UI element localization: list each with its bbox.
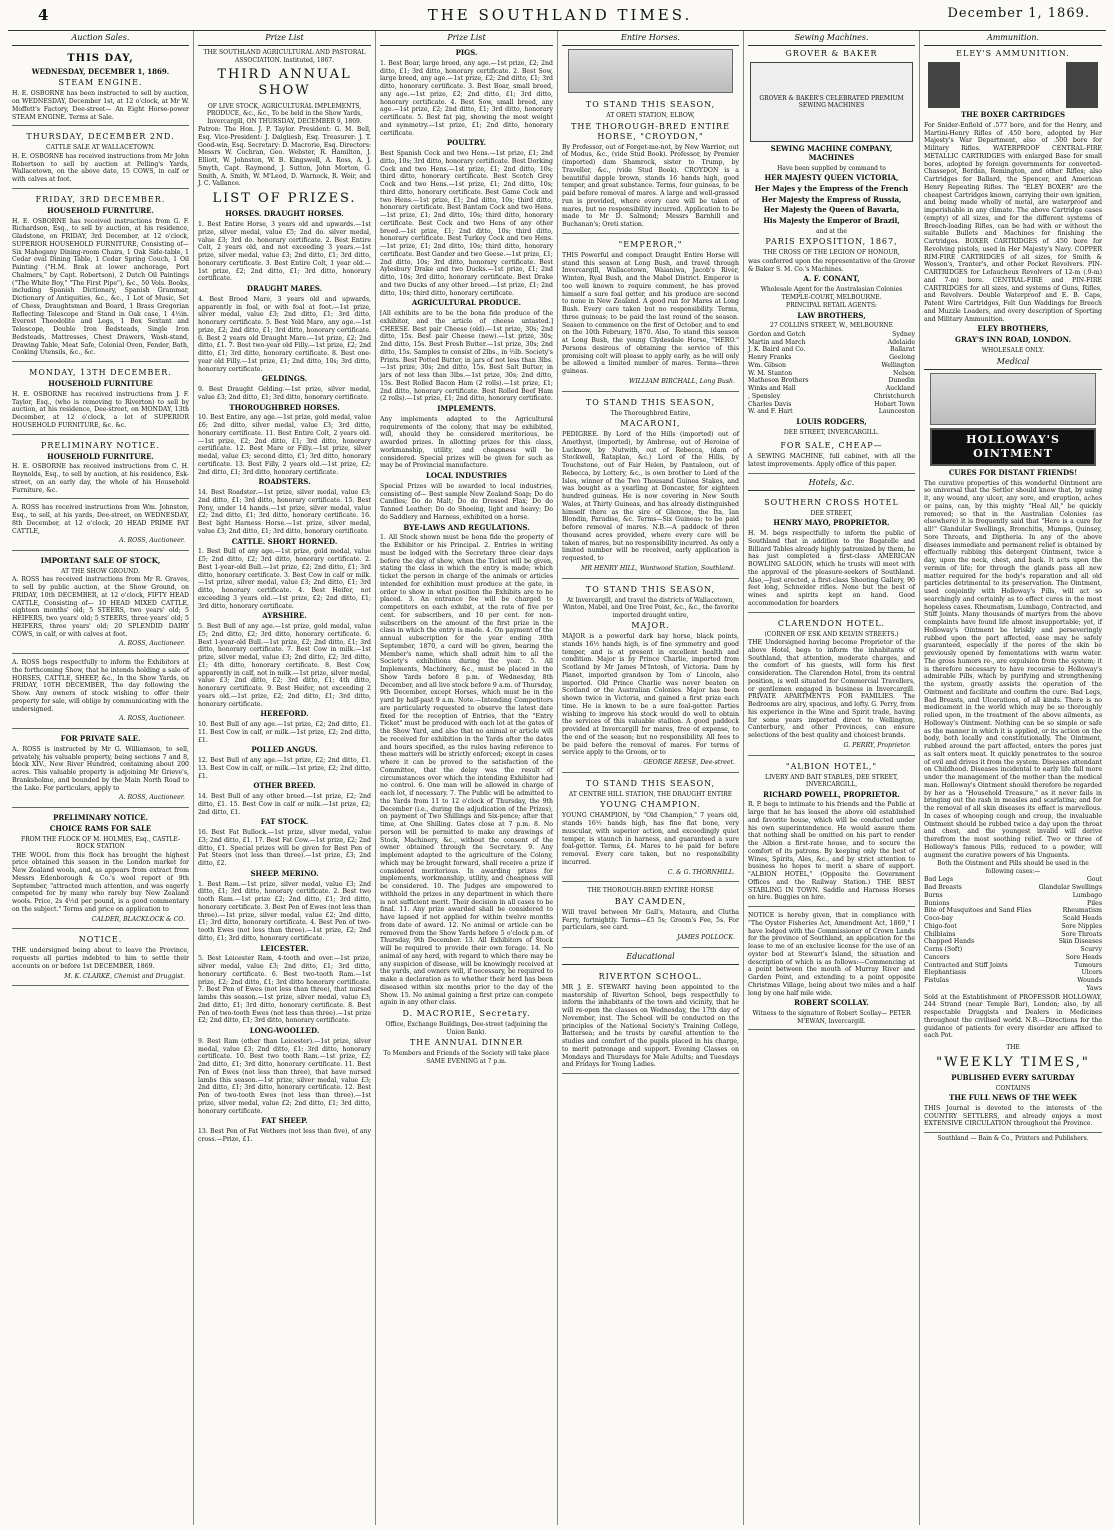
ad-body: THIS Powerful and compact Draught Entire Horse will stand this season at Long Bush, and travel through Invercargill, Wallacetown, Waianiwa, Jacob's River, Winton, Ryal Bush, and the Mabel District. Emperor is too well known to require comment, he has proved himself a sure foal getter, and his produce are second to none in New Zealand. A good run for Mares at Long Bush. Every care taken but no responsibility. Terms, three guineas; to be paid the last round of the season. Season to commence on the first of October, and to end on the 10th February, 1870. Also, To stand this season at Long Bush, the young Clydesdale Horse, "HERO." Persons desirous of obtaining the service of this promising colt will please to apply early, as he will only be allowed a limited number of mares. Terms—three guineas. bbox=[562, 251, 739, 375]
column-prize-list-2 bbox=[376, 31, 558, 1525]
ad-address: GRAY'S INN ROAD, LONDON. bbox=[954, 335, 1072, 344]
ad-subtitle: HOUSEHOLD FURNITURE bbox=[48, 379, 153, 388]
section-body: 10. Best Bull of any age.—1st prize, £2; 2nd ditto, £1. 11. Best Cow in calf, or milk.—1st prize, £2; 2nd ditto, £1. bbox=[198, 721, 371, 744]
column-sewing-machines bbox=[744, 31, 920, 1525]
royal-patron: Her Majesty the Queen of Bavaria, bbox=[763, 205, 900, 215]
section-body: 5. Best Leicester Ram, 4-tooth and over.—1st prize, silver medal, value £3; 2nd ditto, £1; 3rd ditto, honorary certificate. 6. Best two-tooth Ram.—1st prize, £2; 2nd ditto, £1; 3rd ditto honorary certificate. 7. Best Pen of Ewes (not less than three), that nursed lambs this season.—1st prize, silver medal, value £3; 2nd ditto, £1; 3rd ditto, honorary certificate. 8. Best Pen of two-tooth Ewes (not less than three).—1st prize £2; 2nd ditto, £1; 3rd ditto, honorary certificate. bbox=[198, 955, 371, 1025]
ad-title: FRIDAY, 3RD DECEMBER. bbox=[35, 194, 166, 204]
ad-subtitle: At Invercargill, and travel the districts of Wallacetown, Winton, Mabel, and One Tree Point, &c., &c., the favorite imported draught entire, bbox=[562, 596, 739, 619]
ad-major bbox=[562, 581, 739, 773]
ad-signature: CALDER, BLACKLOCK & CO. bbox=[91, 915, 185, 923]
ad-body: YOUNG CHAMPION, by "Old Champion," 7 years old, stands 16½ hands high, has fine flat bone, very muscular, with superior action, and exceedingly quiet temper, is staunch in harness, and guaranteed a sure foal-getter. Terms, £4. Mares to be paid for before removal. Every care taken, but no responsibility incurred. bbox=[562, 812, 739, 866]
section-heading: POULTRY. bbox=[446, 138, 487, 148]
ad-subtitle: CURES FOR DISTANT FRIENDS! bbox=[948, 467, 1078, 477]
list-item: Bad Legs Gout bbox=[924, 876, 1102, 884]
section-heading-medical: Medical bbox=[924, 355, 1102, 370]
section-heading-educational: Educational bbox=[562, 950, 739, 965]
section-heading: DRAUGHT MARES. bbox=[246, 284, 323, 293]
royal-patron: His Majesty the Emperor of Brazil, bbox=[763, 216, 900, 225]
ad-body: H. E. OSBORNE has received instructions from C. H. Reynolds, Esq., to sell by auction, at his residence, Esk-street, on an early day, the whole of his Household Furniture, &c. bbox=[12, 463, 189, 494]
section-body: Best Spanish Cock and two Hens.—1st prize, £1; 2nd ditto, 10s; 3rd ditto, honorary certificate. Best Dorking Cock and two Hens.—1st prize, £1; 2nd ditto, 10s; third ditto, honorary certificate. Best Scotch Grey Cock and two Hens.—1st prize, £1; 2nd ditto, 10s; third ditto, honorary certificate. Best Game Cock and two Hens.—1st prize, £1; 2nd ditto, 10s; third ditto, honorary certificate. Best Bantam Cock and two Hens.—1st prize, £1; 2nd ditto, 10s; third ditto, honorary certificate. Best Cock and two Hens of any other breed.—1st prize, £1; 2nd ditto, 10s; third ditto, honorary certificate. Best Turkey Cock and two Hens.—1st prize, £1; 2nd ditto, 10s; third ditto, honorary certificate. Best Gander and two Geese.—1st prize, £1; 2nd ditto, 10s; 3rd ditto, honorary certificate. Best Aylesbury Drake and two Ducks.—1st prize, £1; 2nd ditto, 10s; 3rd ditto, honorary certificate. Best Drake and two Ducks of any other breed.—1st prize, £1; 2nd ditto, 10s; third ditto, honorary certificate. bbox=[380, 150, 553, 297]
section-heading: FAT SHEEP. bbox=[261, 1116, 308, 1126]
section-heading: AGRICULTURAL PRODUCE. bbox=[411, 298, 522, 308]
local-agent-address: DEE STREET, INVERCARGILL. bbox=[783, 428, 880, 436]
ad-subtitle: CATTLE SALE AT WALLACETOWN. bbox=[46, 144, 155, 152]
ad-weekly-times bbox=[924, 1041, 1102, 1133]
ad-riverton-school bbox=[562, 968, 739, 1074]
section-heading: IMPLEMENTS. bbox=[437, 404, 496, 413]
horse-name: MAJOR. bbox=[631, 621, 670, 630]
ad-title: "ALBION HOTEL," bbox=[785, 761, 878, 771]
section-heading: HEREFORD. bbox=[260, 709, 309, 719]
secretary-office: Office, Exchange Buildings, Dee-street (adjoining the Union Bank). bbox=[385, 1021, 548, 1036]
section-body: Special Prizes will be awarded to local industries, consisting of— Best sample New Zealand Soap; Do do Candles; Do do Malt; Do do Dressed Flax; Do do Tanned Leather; Do do Shoeing, light and heavy; Do do Saddlery and Harness, exhibited on a horse. bbox=[380, 482, 553, 521]
local-agent: LOUIS RODGERS, bbox=[796, 417, 867, 426]
list-item: Corns (Soft) Scurvy bbox=[924, 946, 1102, 953]
ad-title: IMPORTANT SALE OF STOCK, bbox=[40, 556, 161, 565]
cases-list bbox=[924, 876, 1102, 992]
column-heading: Entire Horses. bbox=[562, 31, 739, 46]
ad-signature: GEORGE REESE, Dee-street. bbox=[643, 759, 735, 766]
ad-subtitle: HOUSEHOLD FURNITURE. bbox=[47, 451, 154, 461]
list-title: LIST OF PRIZES. bbox=[212, 191, 357, 206]
list-item: Yaws bbox=[1086, 984, 1102, 992]
columns bbox=[8, 30, 1106, 1525]
weekly-news: THE FULL NEWS OF THE WEEK bbox=[949, 1093, 1077, 1102]
section-heading: LEICESTER. bbox=[260, 943, 309, 953]
grover-baker-logo bbox=[750, 62, 913, 142]
section-body: 13. Best Pen of Fat Wethers (not less than five), of any cross.—Prize, £1. bbox=[198, 1128, 371, 1143]
horse-name: THE THOROUGH-BRED ENTIRE HORSE, "CROYDON," bbox=[571, 121, 730, 141]
ad-body: THE WOOL from this flock has brought the highest price obtained this season in the London market for New Zealand wools, and, as appears from extract from Messrs Edenborough & Co.'s wool report of 9th September, "attracted much attention, and was eagerly competed for by many who rarely buy New Zealand wools. Price, 2s 4½d per pound, is a good commentary on the subject." Terms and price on application to bbox=[12, 851, 189, 913]
section-body: 5. Best Bull of any age.—1st prize, gold medal, value £5; 2nd ditto, £2; 3rd ditto, honorary certificate. 6. Best 1-year-old Bull.—1st prize, £2; 2nd ditto, £1; 3rd ditto, honorary certificate. 7. Best Cow in milk.—1st prize, silver medal, value £3; 2nd ditto, £2; 3rd ditto, £1; 4th ditto, honorary certificate. 8. Best Cow, apparently in calf, not in milk.—1st prize, silver medal, value £3; 2nd ditto, £2; 3rd ditto, £1; 4th ditto, honorary certificate. 9. Best Heifer, not exceeding 2 years old.—1st prize, £2; 2nd ditto, £1; 3rd ditto, honorary certificate. bbox=[198, 623, 371, 708]
ad-title: THURSDAY, DECEMBER 2ND. bbox=[26, 132, 175, 142]
ad-body: A. ROSS has received instructions from Wm. Johnston, Esq., to sell, at his yards, Dee-street, on WEDNESDAY, 8th December, at 12 o'clock, 20 HEAD PRIME FAT CATTLE, bbox=[12, 504, 189, 535]
section-body: 10. Best Entire, any age.—1st prize, gold medal, value £6; 2nd ditto, silver medal, value £3; 3rd ditto, honorary certificate. 11. Best Entire Colt, 2 years old.—1st prize, £2; 2nd ditto, £1; 3rd ditto, honorary certificate. 12. Best Mare or Filly.—1st prize, silver medal, value £3; second ditto, £1; 3rd ditto, honorary certificate. 13. Best Filly, 2 years old.—1st prize, £2; 2nd ditto, £1; 3rd ditto, honorary certificate. bbox=[198, 414, 371, 476]
ad-show-yards-sale bbox=[12, 656, 189, 729]
ad-witness: Witness to the signature of Robert Scollay— PETER M'EWAN, Invercargill. bbox=[752, 1010, 911, 1025]
holloway-banner: HOLLOWAY'S OINTMENT bbox=[930, 428, 1096, 466]
section-body: 16. Best Fat Bullock.—1st prize, silver medal, value £3; 2nd ditto, £1. 17. Best Fat Cow.—1st prize, £2; 2nd ditto, £1. Special prizes will be given for Best Pen of Fat Steers (not less than three).—1st prize, £3; 2nd ditto, £2. bbox=[198, 829, 371, 867]
ad-southern-cross-hotel bbox=[748, 494, 915, 613]
ad-signature: C. & G. THORNHILL. bbox=[667, 868, 735, 876]
column-heading: Auction Sales. bbox=[12, 31, 189, 46]
ad-subtitle: FROM THE FLOCK OF M. HOLMES, Esq., CASTLE-ROCK STATION bbox=[20, 835, 181, 850]
cartridge-illustration bbox=[928, 62, 1098, 108]
ad-signature: ROBERT SCOLLAY. bbox=[794, 998, 869, 1008]
horse-name: "EMPEROR," bbox=[618, 239, 683, 249]
ad-signature: A. ROSS, Auctioneer. bbox=[119, 537, 185, 545]
section-heading: THOROUGHBRED HORSES. bbox=[229, 402, 340, 412]
ad-subtitle: AT CENTRE HILL STATION, THE DRAUGHT ENTIRE bbox=[568, 790, 733, 798]
ad-title: TO STAND THIS SEASON, bbox=[585, 778, 716, 788]
section-body: 1. Best Bull of any age.—1st prize, gold medal, value £5; 2nd ditto, £2; 3rd ditto, honorary certificate. 2. Best 1-year-old Bull.—1st prize, £2; 2nd ditto, £1; 3rd ditto, honorary certificate. 3. Best Cow in calf or milk.—1st prize, silver medal, value £3; 2nd ditto, £1; 3rd ditto, honorary certificate. 4. Best Heifer, not exceeding 3 years old.—1st prize, £2; 2nd ditto, £1; 3rd ditto, honorary certificate. bbox=[198, 548, 371, 610]
ad-signature: M. K. CLARKE, Chemist and Druggist. bbox=[64, 972, 185, 980]
ad-title: TO STAND THIS SEASON, bbox=[585, 100, 716, 109]
list-item: Martin and March Adelaide bbox=[748, 338, 915, 346]
ad-title: THIS DAY, bbox=[67, 53, 134, 64]
ad-emperor bbox=[562, 236, 739, 392]
printers: Southland — Bain & Co., Printers and Publishers. bbox=[937, 1135, 1089, 1142]
ad-signature: ELEY BROTHERS, bbox=[977, 324, 1049, 334]
legion-honour: THE CROSS OF THE LEGION OF HONOUR, bbox=[763, 249, 900, 257]
ad-body: Will travel between Mr Gall's, Mataura, and Clutha Ferry, fortnightly. Terms—£5 5s; Groom's Fee, 5s. For particulars, see card. bbox=[562, 908, 739, 932]
ad-date: WEDNESDAY, DECEMBER 1, 1869. bbox=[31, 66, 170, 76]
holloway-engraving bbox=[930, 373, 1096, 425]
logo-text: GROVER & BAKER'S CELEBRATED PREMIUM SEWING MACHINES bbox=[759, 94, 904, 109]
ad-title: NOTICE. bbox=[78, 935, 123, 945]
horse-engraving bbox=[568, 49, 733, 93]
column-auction-sales bbox=[8, 31, 194, 1525]
society-name: THE SOUTHLAND AGRICULTURAL AND PASTORAL ASSOCIATION. Instituted, 1867. bbox=[203, 49, 366, 64]
ad-for-sale bbox=[748, 437, 915, 474]
ad-subtitle: AT ORETI STATION, ELBOW, bbox=[606, 112, 695, 119]
law-brothers: LAW BROTHERS, bbox=[797, 310, 866, 320]
ad-body: THIS Journal is devoted to the interests of the COUNTRY SETTLERS, and already enjoys a most EXTENSIVE CIRCULATION throughout the Province. bbox=[924, 1104, 1102, 1128]
section-body: 9. Best Draught Gelding.—1st prize, silver medal, value £3; 2nd ditto, £1; 3rd ditto, honorary certificate. bbox=[198, 386, 371, 401]
ad-title: FOR PRIVATE SALE. bbox=[60, 734, 141, 743]
section-heading: CATTLE. SHORT HORNED. bbox=[231, 536, 338, 546]
ad-subtitle: LIVERY AND BAIT STABLES, DEE STREET, INVERCARGILL, bbox=[764, 773, 899, 788]
ad-pretitle: PRELIMINARY NOTICE. bbox=[53, 813, 148, 822]
column-heading: Sewing Machines. bbox=[748, 31, 915, 46]
horse-name: YOUNG CHAMPION. bbox=[600, 800, 701, 810]
list-item: J. K. Baird and Co. Ballarat bbox=[748, 346, 915, 354]
list-item: Henry Franks Geelong bbox=[748, 354, 915, 361]
column-ammunition bbox=[920, 31, 1106, 1525]
section-heading: OTHER BREED. bbox=[253, 781, 316, 791]
ad-title: MONDAY, 13TH DECEMBER. bbox=[29, 368, 172, 377]
secretary-signature: D. MACRORIE, Secretary. bbox=[402, 1009, 531, 1018]
wholesale-only: WHOLESALE ONLY. bbox=[981, 346, 1045, 354]
list-item: Coco-bay Scald Heads bbox=[924, 915, 1102, 922]
section-heading: AYRSHIRE. bbox=[262, 611, 307, 621]
royal-intro: Have been supplied by command to bbox=[777, 164, 886, 172]
ad-signature: G. PERRY, Proprietor. bbox=[843, 741, 911, 749]
section-body: 12. Best Bull of any age.—1st prize, £2; 2nd ditto, £1. 13. Best Cow in calf, or milk.—1st prize, £2; 2nd ditto, £1. bbox=[198, 757, 371, 780]
ad-body: H. E. OSBORNE has received instructions from G. F. Richardson, Esq., to sell by auction, at his residence, Gladstone, on FRIDAY, 3rd December, at 12 o'clock, SUPERIOR HOUSEHOLD FURNITURE, Consisting of— Six Mahogany Dining-room Chairs, 1 Oak Side-table, 1 Cedar oval Dining Table, 1 Cedar Spring Couch, 1 Oil Painting ("H.M. Brak at lower anchorage, Port Chalmers," by Capt. Robertson), 2 Dutch Oil Paintings ("The White Boy," "The First Pipe"), &c., 50 Vols. Books, including Spanish Dictionary, Spanish Grammar, Dictionary of Antiquities, &c., &c., 1 Lot of Music, Set of Chess, Draughtsman and Board, 1 Brass Gregorian Reflecting Telescope and Stand in Oak case, 1 4½in. Everest Theodolite and Legs, 1 Box Sextant and Telescope, Double Iron Bedsteads, Single Iron Bedsteads, Mattresses, Chest Drawers, Wash-stand, Drawing Table, Meat Safe, Colonial Oven, Fender, Bath, Cooking Utensils, &c., &c. bbox=[12, 217, 189, 357]
ad-bay-camden bbox=[562, 884, 739, 948]
list-item: Wm. Gibson Wellington bbox=[748, 361, 915, 369]
section-body: 1. Best Boar, large breed, any age.—1st prize, £2; 2nd ditto, £1; 3rd ditto, honorary certificate. 2. Best Sow, large breed, any age.—1st prize, £2; 2nd ditto, £1; 3rd ditto, honorary certificate. 3. Best Boar, small breed, any age.—1st prize, £2; 2nd ditto, £1; 3rd ditto, honorary certificate. 4. Best Sow, small breed, any age.—1st prize, £2; 2nd ditto, £1; 3rd ditto, honorary certificate. 5. Best fat pig, showing the most weight and symmetry.—1st prize, £1; 2nd ditto, honorary certificate. bbox=[380, 59, 553, 137]
column-heading: Ammunition. bbox=[924, 31, 1102, 46]
ad-body: A. ROSS has received instructions from Mr R. Graves, to sell by public auction, at the Show Ground, on FRIDAY, 10th DECEMBER, at 12 o'clock, FIFTY HEAD CATTLE, Consisting of— 10 HEAD MIXED CATTLE, eighteen months' old; 5 STEERS, two years' old; 5 HEIFERS, two years' old; 5 STEERS, three years' old; 5 HEIFERS, three years' old; 20 SPLENDID DAIRY COWS, in calf, or with calves at foot. bbox=[12, 576, 189, 638]
ad-macaroni bbox=[562, 394, 739, 579]
list-item: Elephantiasis Ulcers bbox=[924, 969, 1102, 977]
column-heading: Prize List bbox=[198, 31, 371, 46]
ad-body: A SEWING MACHINE, full cabinet, with all the latest improvements. Apply office of this paper. bbox=[748, 453, 915, 468]
retail-heading: PRINCIPAL RETAIL AGENTS: bbox=[786, 302, 877, 309]
list-item: Gordon and Gotch Sydney bbox=[748, 330, 915, 338]
ad-young-champion bbox=[562, 775, 739, 883]
weekly-the: THE bbox=[1006, 1044, 1020, 1051]
ad-title: THE THOROUGH-BRED ENTIRE HORSE bbox=[587, 887, 714, 895]
ad-cattle-sale bbox=[12, 128, 189, 189]
list-item: Bad Breasts Glandular Swellings bbox=[924, 884, 1102, 891]
list-item: W. M. Stanton Nelson bbox=[748, 369, 915, 377]
ad-household-furniture bbox=[12, 191, 189, 362]
ad-fat-cattle bbox=[12, 501, 189, 551]
section-heading: POLLED ANGUS. bbox=[251, 745, 318, 755]
page-number: 4 bbox=[38, 6, 49, 24]
section-body: 1. All Stock shown must be bona fide the property of the Exhibitor or his Principal. 2. Entries in writing must be lodged with the Secretary three clear days before the day of show, when the Ticket will be given, stating the class in which the entry is made; which ticket the person in charge of the animals or articles intended for exhibition must produce at the gate, in order to show in what position the Exhibits are to be placed. 3. An entrance fee will be charged to competitors on each exhibit, at the rate of five per cent. for subscribers, and 10 per cent. for non-subscribers on the amount of the first prize in the class in which the entry is made. 4. On payment of the annual subscription for the year ending 30th September, 1870, a card will be given, bearing the Member's name, which shall admit him to all the Society's exhibitions during the year. 5. All Implements, Machinery, &c., must be placed in the Show Yards before 8 p.m. of Wednesday, 8th December, and all live stock before 9 a.m. of Thursday, 9th December, except Horses, which must be in the yard by half-past 9 a.m. Note.—Intending Competitors are particularly requested to observe the latest date fixed for the reception of Entries, that the "Entry Ticket" must be produced with each lot at the gates of the Show Yard, and also that no animal or article will be received for exhibition in the Yards after the dates and hours specified, as the rules having reference to these matters will be strictly enforced; except in cases where it can be proved to the satisfaction of the Committee, that the delay was the result of circumstances over which the intending Exhibitor had no control. 6. One man will be allowed in charge of each lot, if necessary. 7. The Public will be admitted to the Yards from 11 to 12 o'clock of Thursday, the 9th December (i.e., during the adjudication of the Prizes), on payment of Two Shillings and Six-pence; after that time, at One Shilling. Gates close at 7 p.m. 8. No person will be permitted to make any drawings of Stock, Machinery, &c., without the consent of the owner obtained through the Secretary. 9. Any implement adapted to the agriculture of the Colony, which may be brought forward, shall receive a prize if considered meritorious. In awarding prizes for implements, workmanship, utility, and cheapness will be considered. 10. The Judges are empowered to withhold the prizes in any department in which there is not sufficient merit. Their decision in all cases to be final. 11. Any prize awarded shall be considered to have lapsed if not applied for within twelve months from date of award. 12. No animal or article can be removed from the Show Yards before 5 o'clock p.m. of Thursday, 9th December. 13. All Exhibitors of Stock will be required to provide their own forage. 14. No animal of any herd, with regard to which there may be any suspicion of disease, will be knowingly received at the yards, and owners will, if necessary, be required to make a declaration as to whether their herd has been diseased within six months prior to the day of the Show. 15. No animal gaining a first prize can compete again in any other class. bbox=[380, 534, 553, 1007]
wholesale-agent: A. F. CONANT, bbox=[803, 274, 860, 284]
ad-oyster-notice bbox=[748, 909, 915, 1030]
list-item: Bunions Piles bbox=[924, 899, 1102, 907]
wholesale-agent-address: Wholesale Agent for the Australasian Colonies TEMPLE-COURT, MELBOURNE. bbox=[760, 286, 903, 301]
ad-steam-engine bbox=[12, 49, 189, 126]
issue-date: December 1, 1869. bbox=[947, 6, 1090, 21]
ad-preliminary-notice bbox=[12, 437, 189, 500]
ad-title: CHOICE RAMS FOR SALE bbox=[49, 823, 152, 833]
section-heading: PIGS. bbox=[455, 48, 478, 57]
ad-clarendon-hotel bbox=[748, 615, 915, 756]
ad-subtitle: The Thoroughbred Entire, bbox=[610, 409, 691, 417]
section-body: 9. Best Ram (other than Leicester).—1st prize, silver medal, value £3; 2nd ditto, £1; 3rd ditto, honorary certificate. 10. Best two tooth Ram.—1st prize, £2; 2nd ditto, £1; 3rd ditto, honorary certificate. 11. Best Pen of Ewes (not less than three), that have nursed lambs this season.—1st prize, silver medal, value £3; 2nd ditto, £1; 3rd ditto, honorary certificate. 12. Best Pen of two-tooth Ewes (not less than three).—1st prize, silver medal, value £2; 2nd ditto, £1; 3rd ditto, honorary certificate. bbox=[198, 1037, 371, 1115]
ad-title: TO STAND THIS SEASON, bbox=[585, 584, 716, 594]
ad-signature: A. ROSS, Auctioneer. bbox=[119, 640, 185, 648]
horse-name: BAY CAMDEN, bbox=[614, 896, 687, 906]
list-item: Chigo-foot Sore Nipples bbox=[924, 922, 1102, 930]
ad-body: H. E. OSBORNE has received instructions from Mr John Robertson to sell by auction at Pelling's Yards, Wallacetown, on the above date, 15 COWS, in calf or with calves at foot. bbox=[12, 152, 189, 183]
ad-title: GROVER & BAKER bbox=[785, 49, 878, 58]
section-heading: GELDINGS. bbox=[261, 374, 308, 384]
weekly-sub: PUBLISHED EVERY SATURDAY bbox=[951, 1072, 1075, 1082]
proprietor: RICHARD POWELL, PROPRIETOR. bbox=[763, 789, 900, 799]
list-item: , Spensley Christchurch bbox=[748, 392, 915, 400]
ad-title: RIVERTON SCHOOL. bbox=[598, 971, 703, 981]
conferred-text: was conferred upon the representative of the Grover & Baker S. M. Co.'s Machines. bbox=[748, 257, 915, 273]
ad-title: TO STAND THIS SEASON, bbox=[585, 397, 716, 407]
list-item: Burns Lumbago bbox=[924, 891, 1102, 899]
section-heading: SHEEP. MERINO. bbox=[250, 868, 319, 878]
section-heading-hotels: Hotels, &c. bbox=[748, 476, 915, 491]
company-name: SEWING MACHINE COMPANY, MACHINES bbox=[770, 144, 893, 162]
agent-list bbox=[748, 331, 915, 416]
cases-intro: Both the Ointment and Pills should be used in the following cases:— bbox=[937, 860, 1089, 875]
ad-body: A. ROSS begs respectfully to inform the Exhibitors at the forthcoming Show, that he intends holding a sale of HORSES, CATTLE, SHEEP, &c., In the Show Yards, on FRIDAY, 10TH DECEMBER, The day following the Show. Any owners of stock wishing to offer their property for sale, will oblige by communicating with the undersigned. bbox=[12, 659, 189, 713]
ad-title: FOR SALE, CHEAP— bbox=[780, 441, 883, 451]
section-body: 14. Best Bull of any other breed.—1st prize, £2; 2nd ditto, £1. 15. Best Cow in calf or milk.—1st prize, £2; 2nd ditto, £1. bbox=[198, 793, 371, 816]
list-item: Contracted and Stiff Joints Tumours bbox=[924, 961, 1102, 969]
ad-signature: MR HENRY HILL, Wantwood Station, Southland. bbox=[581, 564, 735, 572]
ad-subtitle: AT THE SHOW GROUND. bbox=[61, 567, 140, 575]
ad-body: R. P. begs to intimate to his friends and the Public at large that he has leased the above old established and favorite house, which will be conducted under his own superintendence. He would assure them that nothing shall be omitted on his part to render the Albion a first-rate house, and to secure the comfort of its patrons. By keeping only the best of Wines, Spirits, Ales, &c., and by strict attention to business he hopes to merit a share of support. "ALBION HOTEL," (Opposite the Government Offices and the Railway Station.) THE BEST STABLING IN TOWN. Saddle and Harness Horses on hire. Buggies on hire. bbox=[748, 801, 915, 902]
ad-subtitle: HOUSEHOLD FURNITURE. bbox=[47, 205, 154, 215]
ad-title: SOUTHERN CROSS HOTEL bbox=[764, 497, 899, 507]
section-heading: LONG-WOOLLED. bbox=[249, 1026, 320, 1035]
list-item: Chilblains Sore Throats bbox=[924, 930, 1102, 938]
ad-title: PRELIMINARY NOTICE. bbox=[40, 440, 160, 450]
section-heading: BYE-LAWS AND REGULATIONS. bbox=[403, 522, 530, 532]
weekly-title: "WEEKLY TIMES," bbox=[936, 1054, 1090, 1070]
royal-and: and at the bbox=[816, 227, 847, 235]
ad-albion-hotel bbox=[748, 758, 915, 908]
ad-body: H. E. OSBORNE has been instructed to sell by auction, on WEDNESDAY, December 1st, at 12 o'clock, at Mr W. Moffett's Factory, Dee-street— An Eight Horse-power STEAM ENGINE. Terms at Sale. bbox=[12, 90, 189, 121]
ad-body: MAJOR is a powerful dark bay horse, black points, stands 16½ hands high, is of fine symmetry and good temper, and is at present in excellent health and condition. Major is by Prince Charlie, imported from Scotland by Mr James M'Intosh, of Victoria. Dam by Planet, imported grandson by Tom o' Lincoln, also imported. Old Prince Charlie was never beaten on Scotland or the Australian Colonies. Major has been shown twice in Victoria, and gained a first prize each time. He is known to be a sure foal-getter. Parties wishing to improve his stock would do well to obtain the services of this valuable stallion. A good paddock provided at Invercargill for mares, free of expense, to the end of the season; but no responsibility. All fees to be paid before the removal of mares. For terms of service apply to the Groom, or to bbox=[562, 633, 739, 757]
horse-name: MACARONI, bbox=[620, 419, 681, 428]
list-item: Matheson Brothers Dunedin bbox=[748, 377, 915, 385]
section-body: [All exhibits are to be the bona fide produce of the exhibitor, and the article of cheese untasted.] CHEESE. Best pair Cheese (old).—1st prize, 30s; 2nd ditto, 15s. Best pair Cheese (new).—1st prize, 30s; 2nd ditto, 15s. Best Fresh Butter.—1st prize, 30s; 2nd ditto, 15s. Samples to consist of 2lbs., in ½lb. Society's Prints. Best Potted Butter, in jars of not less than 3lbs.—1st prize, 30s; 2nd ditto, 15s. Best Salt Butter, in jars of not less than 3lbs.—1st prize, 30s; 2nd ditto, 15s. Best Rolled Bacon Ham (2 rolls).—1st prize, £1; 2nd ditto, honorary certificate. Best Rolled Beef Ham (2 rolls).—1st prize, £1; 2nd ditto, honorary certificate. bbox=[380, 310, 553, 403]
ad-subtitle: STEAM ENGINE. bbox=[58, 78, 143, 88]
ad-title: ELEY'S AMMUNITION. bbox=[956, 49, 1070, 58]
section-heading: LOCAL INDUSTRIES bbox=[426, 471, 507, 480]
list-item: Bite of Musquitoes and Sand Flies Rheumatism bbox=[924, 907, 1102, 915]
officers: Patron: The Hon. J. P. Taylor. President: G. M. Bell, Esq. Vice-President: J. Dalgliesh, Esq. Treasurer: J. T. Good-win, Esq. Secretary: D. Macrorie, Esq. Directors: Messrs W. Cochran, Geo. Webster, R. Hamilton, J. Elliott, W. Johnston, W. B. Kingswell, A. Ross, A. J. Smyth, Capt. Raymond, J. Sutton, John Morton, G. Smith, A. Smith, W. M'Leod, D. Warnock, R. Weir, and J. C. Vallance. bbox=[198, 126, 371, 188]
ad-signature: A. ROSS, Auctioneer. bbox=[119, 794, 185, 802]
column-heading: Prize List bbox=[380, 31, 553, 46]
section-body: 14. Best Roadster.—1st prize, silver medal, value £3; 2nd ditto, £1; 3rd ditto, honorary certificate. 15. Best Pony, under 14 hands.—1st prize, silver medal, value £2; 2nd ditto, £1; 3rd ditto, honorary certificate. 16. Best light Harness Horse.—1st prize, silver medal, value £3; 2nd ditto, £1; 3rd ditto, honorary certificate. bbox=[198, 489, 371, 535]
column-entire-horses bbox=[558, 31, 744, 1525]
ad-subtitle: THE BOXER CARTRIDGES bbox=[960, 110, 1066, 119]
ad-rams bbox=[12, 810, 189, 929]
ad-signature: JAMES POLLOCK. bbox=[677, 934, 735, 941]
list-item: Charles Davis Hobart Town bbox=[748, 400, 915, 408]
ad-notice bbox=[12, 931, 189, 986]
section-body: Any implements adapted to the Agricultural requirements of the colony, that may be exhibited, will, should they be considered meritorious, be awarded prizes. In allotting prizes for this class, workmanship, utility, and cheapness will be considered. Special prizes will be given for such as may be of Provincial manufacture. bbox=[380, 415, 553, 470]
ad-subtitle: (CORNER OF ESK AND KELVIN STREETS.) bbox=[764, 630, 899, 638]
ad-body: The curative properties of this wonderful Ointment are so universal that the Settler should know that, by using it, any wound, any ulcer, any sore, and eruption, aches or pains, can, by this mighty "Heal All," be quickly removed; so that in the Australian Colonies (as elsewhere) it is frequently said that "Here is a cure for all!" Glandular Swellings, Bronchitis, Mumps, Quinsey, Sore Throats, and Diptheria. In any of the above diseases immediate and permanent relief is obtained by effectually rubbing this detergent Ointment, twice a day, upon the neck, chest, and back. It acts upon the vermin of life; for through the glands pass all new matter required for the body's reparation and all old particles detrimental to its preservation. The Ointment, used conjointly with Holloway's Pills, will act so searchingly and certainly as to effect cures in the most hopeless cases. Rheumatism, Lumbago, Contracted, and Stiff Joints. Many thousands of martyrs from the above complaints have found life almost insupportable; yet, if Holloway's Ointment be briskly and perseveringly rubbed upon the part affected, ease may be safely guaranteed, especially if the pores of the skin be previously opened by fomentations with warm water. The gross humors re-, are expulsion from the system; it is therefore necessary to have recourse to Holloway's admirable Pills, which by purifying and strengthening the system, greatly assists the operation of the Ointment and facilitate and confirm the cure. Bad Legs, Bad Breasts, and Ulcerations, of all kinds. There is no medicament in the world which may be so thoroughly relied upon, in the treatment of the above ailments, as Holloway's Ointment. Nothing can be so simple or safe as the manner in which it is applied, or its action on the body, both locally and constitutionally. The Ointment, rubbed around the part affected, enters the pores just as salt enters meat. It quickly penetrates to the source of evil and drives it from the system. Diseases attendant on Childhood. Diseases incidental to early life fall more under the management of the mother than the medical man. Holloway's Ointment should therefore be regarded by her as a "Household Treasure," as it never fails in bringing out the rash in measles and scarlatina; and for the removal of all skin diseases its effect is marvellous. In cases of whooping cough and croup, the invaluable Ointment should be rubbed twice a day upon the throat and chest, and the youngest invalid will derive therefrom the most soothing relief. Two or three of Holloway's famous Pills, reduced to a powder, will augment the curative powers of his Unguents. bbox=[924, 479, 1102, 859]
ad-stock-sale bbox=[12, 553, 189, 654]
royal-patron: Her Majes y the Empress of the French bbox=[754, 183, 909, 193]
list-item: Cancers Sore Heads bbox=[924, 953, 1102, 961]
list-item: Chapped Hands Skin Diseases bbox=[924, 938, 1102, 946]
paper-title: THE SOUTHLAND TIMES. bbox=[427, 6, 693, 24]
list-item: Fistulas Wounds bbox=[924, 977, 1102, 984]
ad-body: H. E. OSBORNE has received instructions from J. F. Taylor, Esq., (who is removing to Riverton) to sell by auction, at his residence, Dee-street, on MONDAY, 13th December, at 12 o'clock, a lot of SUPERIOR HOUSEHOLD FURNITURE, &c. &c. bbox=[12, 390, 189, 429]
ad-croydon bbox=[562, 96, 739, 234]
ad-signature: A. ROSS, Auctioneer. bbox=[119, 715, 185, 723]
section-heading: FAT STOCK. bbox=[260, 817, 309, 827]
masthead bbox=[30, 6, 1090, 28]
ad-body: H. M. begs respectfully to inform the public of Southland that in addition to the Bagatelle and Billiard Tables already highly patronized by them, he has just completed a first-class AMERICAN BOWLING SALOON, which he trusts will meet with the approval of the pleasure-seekers of Southland. Also,—Just erected, a first-class Shooting Gallery, 90 feet long, Schneider rifles. None but the best of wines and spirits kept on hand. Good accommodation for boarders bbox=[748, 530, 915, 607]
exposition: PARIS EXPOSITION, 1867, bbox=[765, 237, 898, 247]
weekly-contains: CONTAINS bbox=[995, 1084, 1031, 1092]
royal-patron: Her Majesty the Empress of Russia, bbox=[761, 194, 902, 204]
section-body: 1. Best Ram.—1st prize, silver medal, value £3; 2nd ditto, £1; 3rd ditto, honorary certificate. 2. Best two tooth Ram.—1st prize £2; 2nd ditto, £1; 3rd ditto, honorary certificate. 3. Best Pen of Ewes (not less than three).—1st prize, silver medal, value £2; 2nd ditto, £1; 3rd ditto, honorary certificate. 4. Best Pen of two-tooth Ewes (not less than three).—1st prize, £2; 2nd ditto, £1; 3rd ditto, honorary certificate. bbox=[198, 880, 371, 942]
ad-title: CLARENDON HOTEL. bbox=[777, 618, 886, 628]
ad-private-sale bbox=[12, 731, 189, 808]
show-title: THIRD ANNUAL SHOW bbox=[217, 67, 352, 99]
royal-patron: HER MAJESTY QUEEN VICTORIA, bbox=[764, 173, 899, 182]
ad-body: For Snider-Enfield of .577 bore, and for the Henry, and Martini-Henry Rifles of .450 bore, adopted by Her Majesty's War Department, also of .500 bore for Military Rifles. WATERPROOF CENTRAL-FIRE METALLIC CARTRIDGES with enlarged Base for small bores, adopted by foreign governments for converted-Chassepot, Berdan, Remington, and other Rifles; also Cartridges for Ballard, the Spencer, and American Henry Repeating Rifles. The "ELEY BOXER" are the cheapest Cartridges known, carrying their own ignition, and being made wholly of metal, are waterproof and imperishable in any climate. The above Cartridge cases (empty) of all sizes, and for the different systems of Breech-loading Rifles, can be had with or without the suitable Bullets and Machines for finishing the Cartridges. BOXER CARTRIDGES of .450 bore for Revolving pistols, used in Her Majesty's Navy. COPPER RIM-FIRE CARTRIDGES of all sizes, for Smith & Wesson's, Tranter's, and other Pocket Revolvers. PIN-CARTRIDGES for Lefaucheux Revolvers of 12-m (.9-m) and 7-m) bore. CENTRAL-FIRE and PIN-FIRE CARTRIDGES for all sizes, and systems of Guns, Rifles, and Revolvers. Double Waterproof and E. B. Caps, Patent Wire Cartridges, Felt Gun Waddings for Breech and Muzzle Loaders, and every description of Sporting and Military Ammunition. bbox=[924, 121, 1102, 323]
list-item: W. and F. Hart Launceston bbox=[748, 408, 915, 416]
ad-body: THE undersigned being about to leave the Province, requests all parties indebted to him to settle their accounts on or before 1st DECEMBER, 1869. bbox=[12, 947, 189, 970]
law-brothers-address: 27 COLLINS STREET, W., MELBOURNE bbox=[770, 322, 893, 330]
section-body: 4. Best Brood Mare, 3 years old and upwards, apparently in foal, or with foal at foot.—1st prize, silver medal, value £3; 2nd ditto, £1; 3rd ditto, honorary certificate. 5. Best Yeld Mare, any age.—1st prize, £2; 2nd ditto, £1; 3rd ditto, honorary certificate. 6. Best 2 years old Draught Mare.—1st prize, £2; 2nd ditto, £1. 7. Best two-year old Filly.—1st prize, £2; 2nd ditto, £1; 3rd ditto, honorary certificate. 8. Best one-year old Filly.—1st prize, £1; 2nd ditto, 10s; 3rd ditto, honorary certificate. bbox=[198, 295, 371, 373]
ad-body: THE Undersigned having become Proprietor of the above Hotel, begs to inform the inhabitants of Southland, that attention, moderate charges, and the comfort of his guests, will form his first consideration. The Clarendon Hotel, from its central position, is well situated for Commercial Travellers, or gentlemen engaged in business in Invercargill. PRIVATE APARTMENTS FOR FAMILIES. The Bedrooms are airy, spacious, and lofty. G. Perry, from his experience in the Wine and Spirit trade, having for some years imported direct to Wellington, Canterbury, and other Provinces, can ensure selections of the best quality and choicest brands. bbox=[748, 639, 915, 739]
show-subtitle: OF LIVE STOCK, AGRICULTURAL IMPLEMENTS, PRODUCE, &c., &c., To be held in the Show Yards, Invercargill, ON THURSDAY, DECEMBER 9, 1869. bbox=[206, 102, 363, 125]
ad-body: A. ROSS is instructed by Mr G. Williamson, to sell, privately, his valuable property, being sections 7 and 8, block XIV., New River Hundred, containing about 200 acres. This valuable property is adjoining Mr Grieve's, Branksholme, and bounded by the Main North Road to the Lake. For particulars, apply to bbox=[12, 745, 189, 792]
ad-body: By Professor, out of Forget-me-not, by New Warrior, out of Modus, &c., (vide Stud Book). Professor, by Premier (imported) dam Shamrock, sister to Trump, by Traveller, &c., (vide Stud Book). CROYDON is a beautiful dapple brown, stands 16 hands high, good temper, and great substance. Terms, four guineas, to be paid before removal of mares. A large and well-grassed run is provided, where every care will be taken of mares, but no responsibility incurred. Application to be made to Mr D. Salmond; Messrs Barnhill and Buchanan's; Oreti station. bbox=[562, 143, 739, 228]
ad-body: MR J. E. STEWART having been appointed to the mastership of Riverton School, begs respectfully to inform the inhabitants of the town and vicinity, that he will re-open the classes on Wednesday, the 17th day of November, inst. The School will be conducted on the principles of the National Society's Training College, Battersea; and he trusts by careful attention to the studies and comfort of the pupils placed in his charge, to merit patronage and support. Evening Classes on Mondays and Thursdays for Male Adults; and Tuesdays and Fridays for Young Ladies. bbox=[562, 983, 739, 1069]
ad-subtitle: DEE STREET, bbox=[810, 509, 853, 517]
section-body: 1. Best Entire Horse, 3 years old and upwards.—1st prize, silver medal, value £5; 2nd do. silver medal, value £3; 3rd do. honorary certificate. 2. Best Entire Colt, 2 years old, and not exceeding 3 years.—1st prize, silver medal, value £3; 2nd ditto, £1; 3rd ditto, honorary certificate. 3. Best Entire Colt, 1 year old.—1st prize, £2; 2nd ditto, £1; 3rd ditto, honorary certificate. bbox=[198, 221, 371, 283]
ad-signature: WILLIAM BIRCHALL, Long Bush. bbox=[628, 377, 735, 385]
dinner-title: THE ANNUAL DINNER bbox=[409, 1038, 524, 1047]
dinner-body: To Members and Friends of the Society will take place SAME EVENING at 7 p.m. bbox=[383, 1050, 550, 1065]
section-heading: HORSES. DRAUGHT HORSES. bbox=[225, 209, 344, 219]
ad-household-furniture-2 bbox=[12, 364, 189, 435]
list-item: Winks and Hall Auckland bbox=[748, 385, 915, 392]
sold-at: Sold at the Establishment of PROFESSOR HOLLOWAY, 244 Strand (near Temple Bar), London; also, by all respectable Druggists and Dealers in Medicines throughout the civilised world. N.B.—Directions for the guidance of patients for every disorder are affixed to each Pot. bbox=[924, 993, 1102, 1040]
section-heading: ROADSTERS. bbox=[258, 477, 311, 487]
ad-body: PEDIGREE. By Lord of the Hills (imported) out of Amethyst, (imported), by Ambrose, out of Heroine of Lucknow, by Nutwith, out of Rebecca, (dam of Stockwell, Rataplan, &c.) Lord of the Hills, by Touchstone, out of Fair Helen, by Pantaloon, out of Rebecca, by Lottery, &c., is own brother to Lord of the Isles, winner of the Two Thousand Guinea Stakes, and was bought as a yearling at Doncaster, for eighteen hundred guineas. He is now covering in New South Wales, at Thirty Guineas, and has already distinguished himself there as the sire of Glencoe, the Ita, Ian Blondin, Paradise, &c. Terms—Six Guineas; to be paid before removal of mares. N.B.—A paddock of three thousand acres provided, where every care will be taken of mares, but no responsibility incurred. As only a limited number will be received, early application is requested, to bbox=[562, 431, 739, 562]
column-prize-list-1 bbox=[194, 31, 376, 1525]
proprietor: HENRY MAYO, PROPRIETOR. bbox=[773, 518, 890, 528]
ad-body: NOTICE is hereby given, that in compliance with "The Oyster Fisheries Act, Amendment Act, 1869," I have lodged with the Commissioner of Crown Lands for the province of Southland, an application for the lease to me of an exclusive license for the use of an oyster bed at Stewart's Island, the situation and description of which is as follows:—Commencing at a point between the mouth of Murray River and Garden Point, and extending to a point opposite Christmas Village, being about two miles and a half long by one half mile wide. bbox=[748, 912, 915, 997]
